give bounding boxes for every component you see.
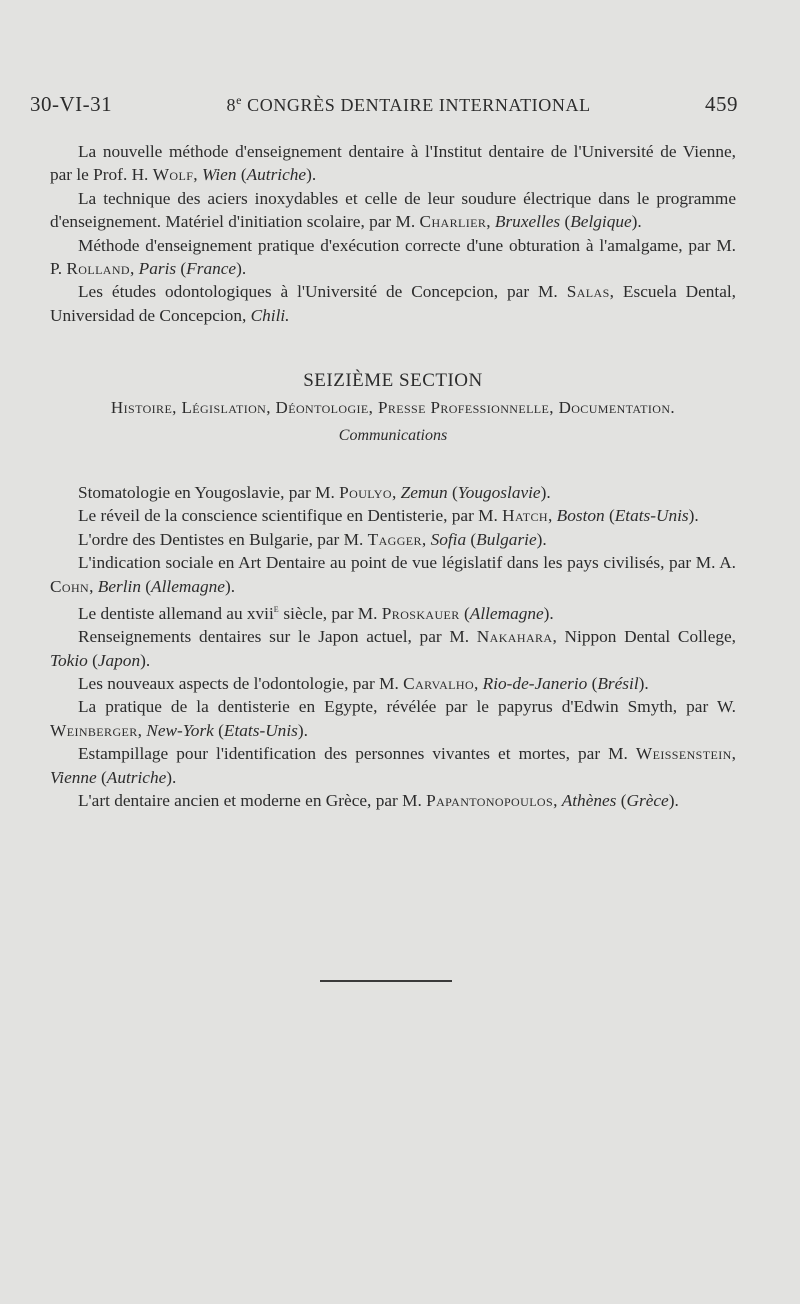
section-subtitle: Histoire, Législation, Déontologie, Presse Professionnelle, Documentation. <box>110 398 676 417</box>
top-entries <box>50 140 736 327</box>
end-rule <box>320 980 452 982</box>
section-entries <box>50 481 736 812</box>
running-header <box>30 92 738 117</box>
entry: La pratique de la dentisterie en Egypte, révélée par le papyrus d'Edwin Smyth, par W. Weinberger, New-York (Etats-Unis). <box>50 697 736 740</box>
section-heading <box>50 370 736 445</box>
entry: Stomatologie en Yougoslavie, par M. Poulyo, Zemun (Yougoslavie). <box>78 483 551 502</box>
entry: La nouvelle méthode d'enseignement dentaire à l'Institut dentaire de l'Université de Vienne, par le Prof. H. Wolf, Wien (Autriche). <box>50 142 736 185</box>
entry: Renseignements dentaires sur le Japon actuel, par M. Nakahara, Nippon Dental College, Tokio (Japon). <box>50 627 737 670</box>
entry: Les nouveaux aspects de l'odontologie, par M. Carvalho, Rio-de-Janerio (Brésil). <box>78 674 649 694</box>
entry: Méthode d'enseignement pratique d'exécution correcte d'une obturation à l'amalgame, par M. P. Rolland, Paris (France). <box>50 235 736 279</box>
entry: L'art dentaire ancien et moderne en Grèce, par M. Papantonopoulos, Athènes (Grèce). <box>78 791 679 811</box>
header-date: 30-VI-31 <box>30 92 113 116</box>
section-communications: Communications <box>338 427 448 444</box>
header-title: 8e CONGRÈS DENTAIRE INTERNATIONAL <box>226 93 591 115</box>
section-title: SEIZIÈME SECTION <box>303 370 483 391</box>
entry: L'ordre des Dentistes en Bulgarie, par M. Tagger, Sofia (Bulgarie). <box>78 529 547 549</box>
entry: Estampillage pour l'identification des personnes vivantes et mortes, par M. Weissenstein, Vienne (Autriche). <box>50 744 736 787</box>
entry: Le réveil de la conscience scientifique en Dentisterie, par M. Hatch, Boston (Etats-Unis). <box>78 506 699 526</box>
entry: La technique des aciers inoxydables et celle de leur soudure électrique dans le programme d'enseignement. Matériel d'initiation scolaire, par M. Charlier, Bruxelles (Belgique). <box>50 188 736 232</box>
page-number: 459 <box>705 92 738 116</box>
entry: Les études odontologiques à l'Université de Concepcion, par M. Salas, Escuela Dental, Universidad de Concepcion, Chili. <box>50 282 736 325</box>
entry: Le dentiste allemand au xvii$^e$ siècle, par M. Proskauer (Allemagne). <box>78 603 554 623</box>
entry: L'indication sociale en Art Dentaire au point de vue législatif dans les pays civilisés, par M. A. Cohn, Berlin (Allemagne). <box>50 553 736 596</box>
